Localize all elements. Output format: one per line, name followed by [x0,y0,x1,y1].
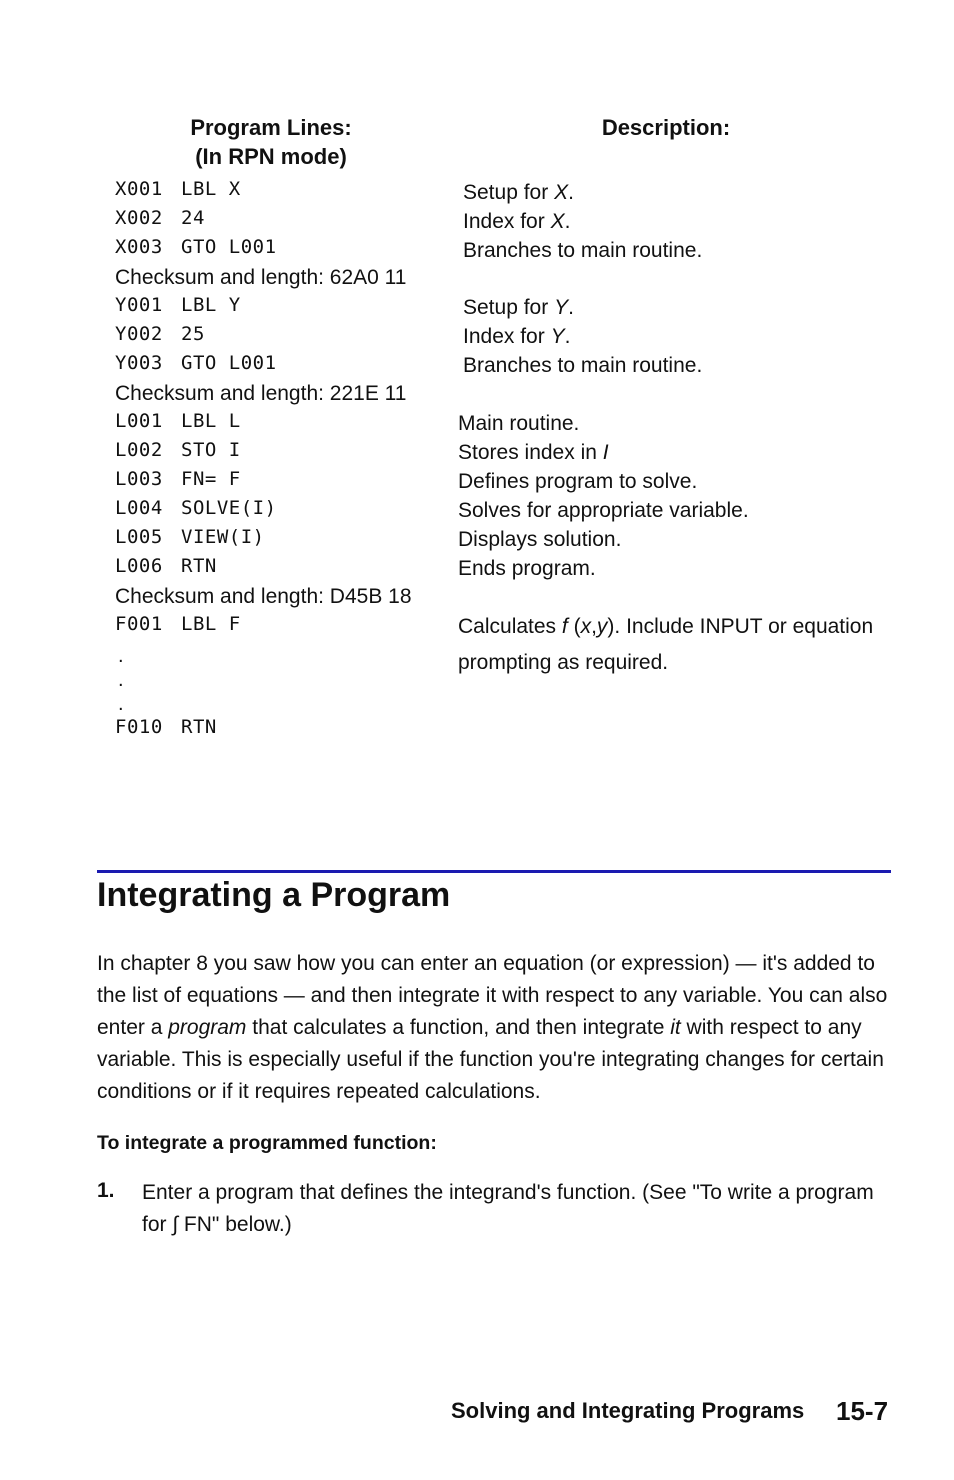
line-number: L003 [115,468,163,490]
procedure-heading: To integrate a programmed function: [97,1132,437,1154]
code-line [115,716,217,738]
code-line [115,468,241,490]
code-line [115,613,241,635]
line-number: L004 [115,497,163,519]
program-lines-header-line2: (In RPN mode) [195,144,347,169]
line-number: X001 [115,178,163,200]
instruction: LBL Y [181,294,241,316]
instruction: RTN [181,716,217,738]
code-line [115,323,205,345]
instruction: STO I [181,439,241,461]
description-calculates: Calculates f (x,y). Include INPUT or equation [458,615,874,638]
instruction: GTO L001 [181,236,277,258]
line-number: L001 [115,410,163,432]
description-y-index: Index for Y. [463,325,571,348]
code-line [115,497,277,519]
description-y-branch: Branches to main routine. [463,354,703,377]
checksum-line: Checksum and length: 62A0 11 [115,266,407,289]
line-number: Y002 [115,323,163,345]
description-y-setup: Setup for Y. [463,296,574,319]
footer-chapter-title: Solving and Integrating Programs [451,1398,805,1423]
section-divider [97,870,891,873]
description-header: Description: [601,115,731,140]
line-number: Y003 [115,352,163,374]
instruction: SOLVE(I) [181,497,277,519]
code-line [115,294,241,316]
instruction: LBL X [181,178,241,200]
step-text: Enter a program that defines the integrand's function. (See "To write a program for ∫ FN" below.) [142,1181,874,1236]
line-number: L002 [115,439,163,461]
section-paragraph: In chapter 8 you saw how you can enter an equation (or expression) — it's added to the list of equations — and then integrate it with respect to any variable. You can also enter a program that calculates a function, and then integrate it with respect to any variable. This is especially useful if the function you're integrating changes for certain conditions or if it requires repeated calculations. [97,952,888,1103]
ellipsis-dot: . [118,693,124,715]
section-title: Integrating a Program [97,876,451,914]
line-number: F001 [115,613,163,635]
description-displays: Displays solution. [458,528,622,551]
line-number: L005 [115,526,163,548]
checksum-line: Checksum and length: D45B 18 [115,585,412,608]
description-stores-index: Stores index in I [458,441,609,464]
instruction: 24 [181,207,205,229]
code-line [115,207,205,229]
description-solves: Solves for appropriate variable. [458,499,749,522]
code-line [115,236,277,258]
ellipsis-dot: . [118,645,124,667]
checksum-line: Checksum and length: 221E 11 [115,382,407,405]
instruction: VIEW(I) [181,526,265,548]
description-defines: Defines program to solve. [458,470,698,493]
line-number: X002 [115,207,163,229]
line-number: Y001 [115,294,163,316]
instruction: GTO L001 [181,352,277,374]
instruction: RTN [181,555,217,577]
footer-page-number: 15-7 [836,1396,889,1426]
program-lines-header [171,113,371,171]
code-line [115,410,241,432]
description-main-routine: Main routine. [458,412,580,435]
line-number: X003 [115,236,163,258]
description-x-index: Index for X. [463,210,571,233]
description-calculates-line2: prompting as required. [458,651,669,674]
program-lines-header-line1: Program Lines: [190,115,352,140]
code-line [115,526,265,548]
description-x-branch: Branches to main routine. [463,239,703,262]
description-ends: Ends program. [458,557,596,580]
step-number: 1. [97,1179,115,1202]
line-number: L006 [115,555,163,577]
description-x-setup: Setup for X. [463,181,574,204]
instruction: LBL L [181,410,241,432]
instruction: LBL F [181,613,241,635]
line-number: F010 [115,716,163,738]
code-line [115,439,241,461]
code-line [115,178,241,200]
code-line [115,555,217,577]
instruction: FN= F [181,468,241,490]
code-line [115,352,277,374]
ellipsis-dot: . [118,669,124,691]
instruction: 25 [181,323,205,345]
